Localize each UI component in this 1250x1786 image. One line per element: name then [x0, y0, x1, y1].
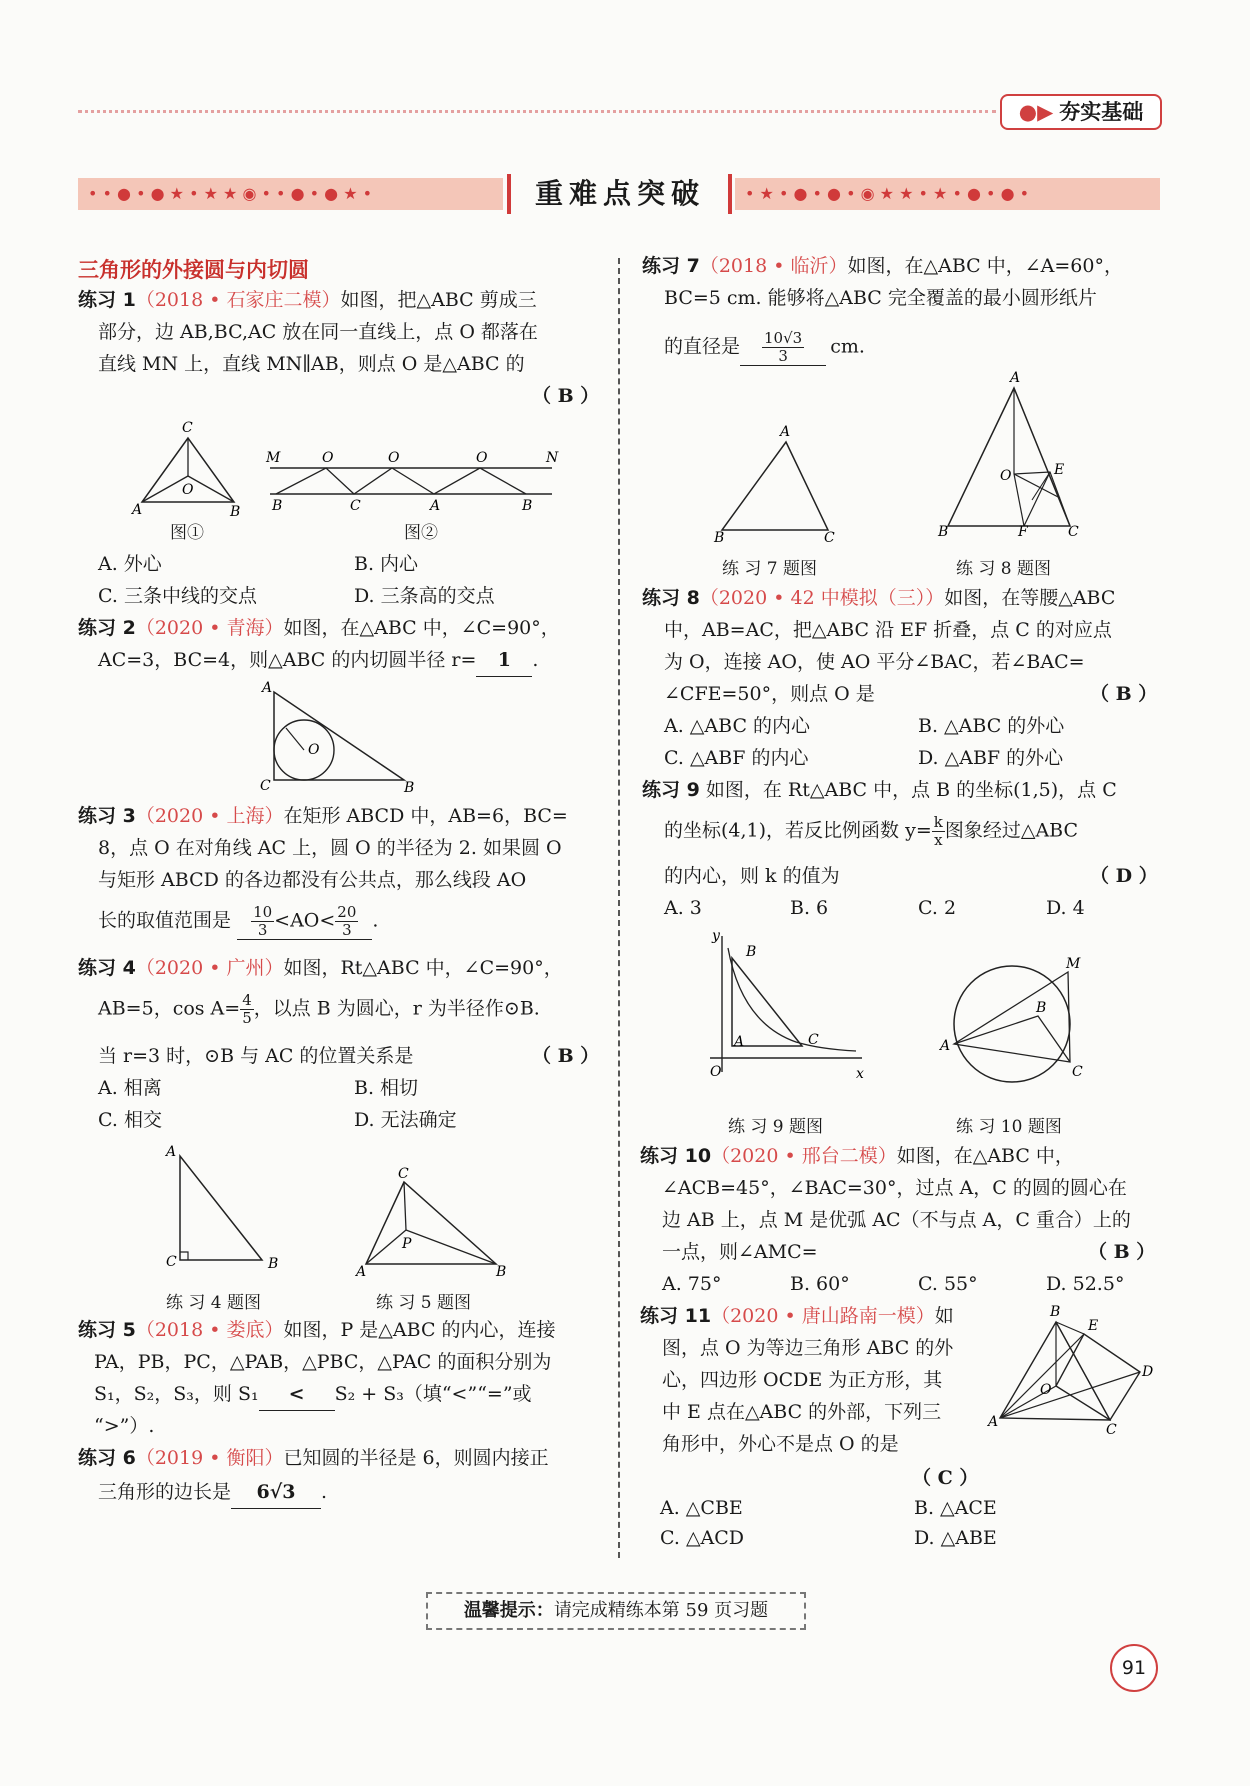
label-c: C: [824, 530, 835, 546]
figure-caption: 练 习 5 题图: [376, 1293, 472, 1313]
exercise-8-answer: （ B ）: [1090, 683, 1158, 705]
label-b: B: [1036, 1000, 1047, 1016]
label-b: B: [746, 944, 757, 960]
option-b: B. △ABC 的外心: [918, 715, 1065, 737]
exercise-11: 练习 11（2020 • 唐山路南一模）如: [640, 1305, 954, 1327]
exercise-11-line: 角形中，外心不是点 O 的是: [662, 1433, 899, 1455]
figure-ex5-incenter: [356, 1166, 507, 1282]
section-tag: ●▶ 夯实基础: [1000, 94, 1162, 130]
label-a: A: [734, 1034, 745, 1050]
exercise-8: 练习 8（2020 • 42 中模拟（三））如图，在等腰△ABC: [642, 587, 1116, 609]
page-number: 91: [1110, 1644, 1158, 1692]
exercise-10-line: 边 AB 上，点 M 是优弧 AC（不与点 A，C 重合）上的: [662, 1209, 1131, 1231]
label-b: B: [714, 530, 725, 546]
option-c: C. △ABF 的内心: [664, 747, 809, 769]
exercise-4-line: 当 r=3 时，⊙B 与 AC 的位置关系是: [98, 1045, 414, 1067]
label-a: A: [262, 680, 273, 696]
option-d: D. 无法确定: [354, 1109, 457, 1131]
option-a: A. 外心: [98, 553, 162, 575]
header-dotted-rule: [78, 110, 996, 113]
exercise-6: 练习 6（2019 • 衡阳）已知圆的半径是 6，则圆内接正: [78, 1447, 549, 1469]
label-o: O: [388, 450, 400, 466]
exercise-11-line: 图，点 O 为等边三角形 ABC 的外: [662, 1337, 954, 1359]
label-b: B: [230, 504, 241, 520]
option-c: C. 55°: [918, 1273, 978, 1295]
option-a: A. △CBE: [660, 1497, 743, 1519]
exercise-9-line: 的内心，则 k 的值为: [664, 865, 840, 887]
exercise-4-line: AB=5，cos A= $\frac{4}{5}$ ，以点 B 为圆心，r 为半径作⊙B.: [98, 991, 540, 1027]
exercise-7: 练习 7（2018 • 临沂）如图，在△ABC 中，∠A=60°，: [642, 255, 1123, 277]
figure-2-strip: [266, 448, 562, 518]
exercise-6-line: 三角形的边长是 6√3 .: [98, 1476, 327, 1509]
banner-decoration-right: [735, 178, 1160, 210]
exercise-3-line: 8，点 O 在对角线 AC 上，圆 O 的半径为 2. 如果圆 O: [98, 837, 562, 859]
column-divider: [618, 258, 620, 1558]
exercise-1-answer: （ B ）: [532, 385, 600, 407]
option-c: C. 2: [918, 897, 957, 919]
option-b: B. 6: [790, 897, 829, 919]
label-p: P: [402, 1236, 412, 1252]
exercise-5-line: PA，PB，PC，△PAB，△PBC，△PAC 的面积分别为: [94, 1351, 552, 1373]
option-b: B. 60°: [790, 1273, 850, 1295]
exercise-10-line: 一点，则∠AMC=: [662, 1241, 818, 1263]
figure-caption: 练 习 4 题图: [166, 1293, 262, 1313]
arrow-icon: ●▶: [1018, 100, 1054, 124]
exercise-1-line: 部分，边 AB,BC,AC 放在同一直线上，点 O 都落在: [98, 321, 538, 343]
figure-ex11-square: [988, 1304, 1154, 1438]
option-d: D. 三条高的交点: [354, 585, 495, 607]
banner-bar-right: [728, 174, 732, 214]
option-d: D. △ABF 的外心: [918, 747, 1064, 769]
figure-caption: 练 习 10 题图: [956, 1117, 1062, 1137]
figure-ex9-hyperbola: [706, 928, 866, 1082]
label-o: O: [322, 450, 334, 466]
figure-2-incircle: [256, 680, 416, 796]
option-b: B. 内心: [354, 553, 419, 575]
option-d: D. 52.5°: [1046, 1273, 1125, 1295]
option-c: C. 三条中线的交点: [98, 585, 257, 607]
exercise-3-line: 长的取值范围是 $\frac{10}{3}$ <AO< $\frac{20}{3}$ .: [98, 903, 379, 939]
exercise-9-answer: （ D ）: [1090, 865, 1158, 887]
label-n: N: [546, 450, 559, 466]
option-c: C. 相交: [98, 1109, 162, 1131]
figure-caption: 练 习 9 题图: [728, 1117, 824, 1137]
label-c: C: [808, 1032, 819, 1048]
banner-decoration-left: [78, 178, 503, 210]
exercise-4: 练习 4（2020 • 广州）如图，Rt△ABC 中，∠C=90°，: [78, 957, 563, 979]
exercise-9-line: 的坐标(4,1)，若反比例函数 y= $\frac{k}{x}$ 图象经过△ABC: [664, 813, 1079, 849]
exercise-11-answer: （ C ）: [912, 1467, 979, 1489]
exercise-10-answer: （ B ）: [1088, 1241, 1156, 1263]
label-b: B: [496, 1264, 507, 1280]
label-o: O: [1040, 1382, 1052, 1398]
star-dot-decoration: • • ● • ● ★ • ★ ★ ◉ • • ● • ● ★ •: [88, 184, 373, 203]
figure-1-triangle: [130, 420, 241, 520]
banner-title: 重难点突破: [534, 177, 705, 210]
label-a: A: [1010, 370, 1021, 386]
label-c: C: [1106, 1422, 1117, 1438]
label-a: A: [132, 502, 143, 518]
exercise-1-line: 直线 MN 上，直线 MN∥AB，则点 O 是△ABC 的: [98, 353, 525, 375]
answer-blank: 6√3: [231, 1476, 321, 1509]
label-b: B: [938, 524, 949, 540]
option-b: B. 相切: [354, 1077, 419, 1099]
exercise-5-line: S₁，S₂，S₃，则 S₁ < S₂ + S₃（填“<”“=”或: [94, 1378, 532, 1411]
label-m: M: [1066, 956, 1081, 972]
exercise-1: 练习 1（2018 • 石家庄二模）如图，把△ABC 剪成三: [78, 289, 537, 311]
answer-blank: <: [259, 1378, 335, 1411]
label-b: B: [404, 780, 415, 796]
label-e: E: [1054, 462, 1065, 478]
option-a: A. △ABC 的内心: [664, 715, 811, 737]
section-title: 三角形的外接圆与内切圆: [78, 258, 309, 282]
option-a: A. 3: [664, 897, 702, 919]
exercise-7-line: 的直径是 $\frac{10√3}{3}$ cm.: [664, 329, 865, 365]
exercise-3-line: 与矩形 ABCD 的各边都没有公共点，那么线段 AO: [98, 869, 527, 891]
exercise-3: 练习 3（2020 • 上海）在矩形 ABCD 中，AB=6，BC=: [78, 805, 568, 827]
label-m: M: [266, 450, 281, 466]
label-a: A: [356, 1264, 367, 1280]
figure-ex10-circle: [938, 956, 1088, 1090]
option-c: C. △ACD: [660, 1527, 745, 1549]
label-b: B: [268, 1256, 279, 1272]
label-c: C: [260, 778, 271, 794]
label-c: C: [166, 1254, 177, 1270]
exercise-5-line: “>”）.: [94, 1415, 155, 1437]
label-o: O: [476, 450, 488, 466]
answer-blank: 1: [476, 644, 532, 677]
exercise-10-line: ∠ACB=45°，∠BAC=30°，过点 A，C 的圆的圆心在: [662, 1177, 1127, 1199]
label-c: C: [182, 420, 193, 436]
label-b: B: [272, 498, 283, 514]
option-a: A. 75°: [662, 1273, 722, 1295]
exercise-10: 练习 10（2020 • 邢台二模）如图，在△ABC 中，: [640, 1145, 1074, 1167]
option-d: D. 4: [1046, 897, 1085, 919]
label-f: F: [1018, 524, 1028, 540]
label-o: O: [1000, 468, 1012, 484]
exercise-11-line: 中 E 点在△ABC 的外部，下列三: [662, 1401, 942, 1423]
label-d: D: [1142, 1364, 1154, 1380]
figure-caption: 练 习 8 题图: [956, 559, 1052, 579]
label-e: E: [1088, 1318, 1099, 1334]
answer-blank: $\frac{10}{3}$ <AO< $\frac{20}{3}$: [237, 904, 372, 940]
exercise-8-line: 为 O，连接 AO，使 AO 平分∠BAC，若∠BAC=: [664, 651, 1085, 673]
option-d: D. △ABE: [914, 1527, 997, 1549]
exercise-11-line: 心，四边形 OCDE 为正方形，其: [662, 1369, 943, 1391]
reminder-box: 温馨提示：请完成精练本第 59 页习题: [426, 1592, 806, 1630]
figure-ex8-fold: [938, 370, 1088, 542]
label-a: A: [166, 1144, 177, 1160]
figure-caption: 图①: [170, 523, 204, 543]
exercise-8-line: ∠CFE=50°，则点 O 是: [664, 683, 875, 705]
label-c: C: [1072, 1064, 1083, 1080]
label-a: A: [430, 498, 441, 514]
option-b: B. △ACE: [914, 1497, 997, 1519]
exercise-7-line: BC=5 cm. 能够将△ABC 完全覆盖的最小圆形纸片: [664, 287, 1097, 309]
exercise-4-answer: （ B ）: [532, 1045, 600, 1067]
banner-bar-left: [507, 174, 511, 214]
label-a: A: [940, 1038, 951, 1054]
exercise-8-line: 中，AB=AC，把△ABC 沿 EF 折叠，点 C 的对应点: [664, 619, 1112, 641]
label-y: y: [712, 928, 720, 944]
label-o: O: [308, 742, 320, 758]
label-b: B: [522, 498, 533, 514]
label-x: x: [856, 1066, 864, 1082]
label-c: C: [398, 1166, 409, 1182]
figure-ex7-triangle: [710, 424, 840, 544]
label-c: C: [350, 498, 361, 514]
exercise-2: 练习 2（2020 • 青海）如图，在△ABC 中，∠C=90°，: [78, 617, 560, 639]
label-a: A: [780, 424, 791, 440]
label-o: O: [182, 482, 194, 498]
label-b: B: [1050, 1304, 1061, 1320]
option-a: A. 相离: [98, 1077, 162, 1099]
star-dot-decoration: • ★ • ● • ● • ◉ ★ ★ • ★ • ● • ● •: [745, 184, 1030, 203]
answer-blank: $\frac{10√3}{3}$: [740, 330, 826, 366]
exercise-2-line: AC=3，BC=4，则△ABC 的内切圆半径 r= 1 .: [98, 644, 538, 677]
figure-ex4-right-triangle: [162, 1144, 292, 1278]
figure-caption: 图②: [404, 523, 438, 543]
label-a: A: [988, 1414, 999, 1430]
exercise-9: 练习 9 如图，在 Rt△ABC 中，点 B 的坐标(1,5)，点 C: [642, 779, 1117, 801]
label-c: C: [1068, 524, 1079, 540]
figure-caption: 练 习 7 题图: [722, 559, 818, 579]
label-o: O: [710, 1064, 722, 1080]
exercise-5: 练习 5（2018 • 娄底）如图，P 是△ABC 的内心，连接: [78, 1319, 556, 1341]
